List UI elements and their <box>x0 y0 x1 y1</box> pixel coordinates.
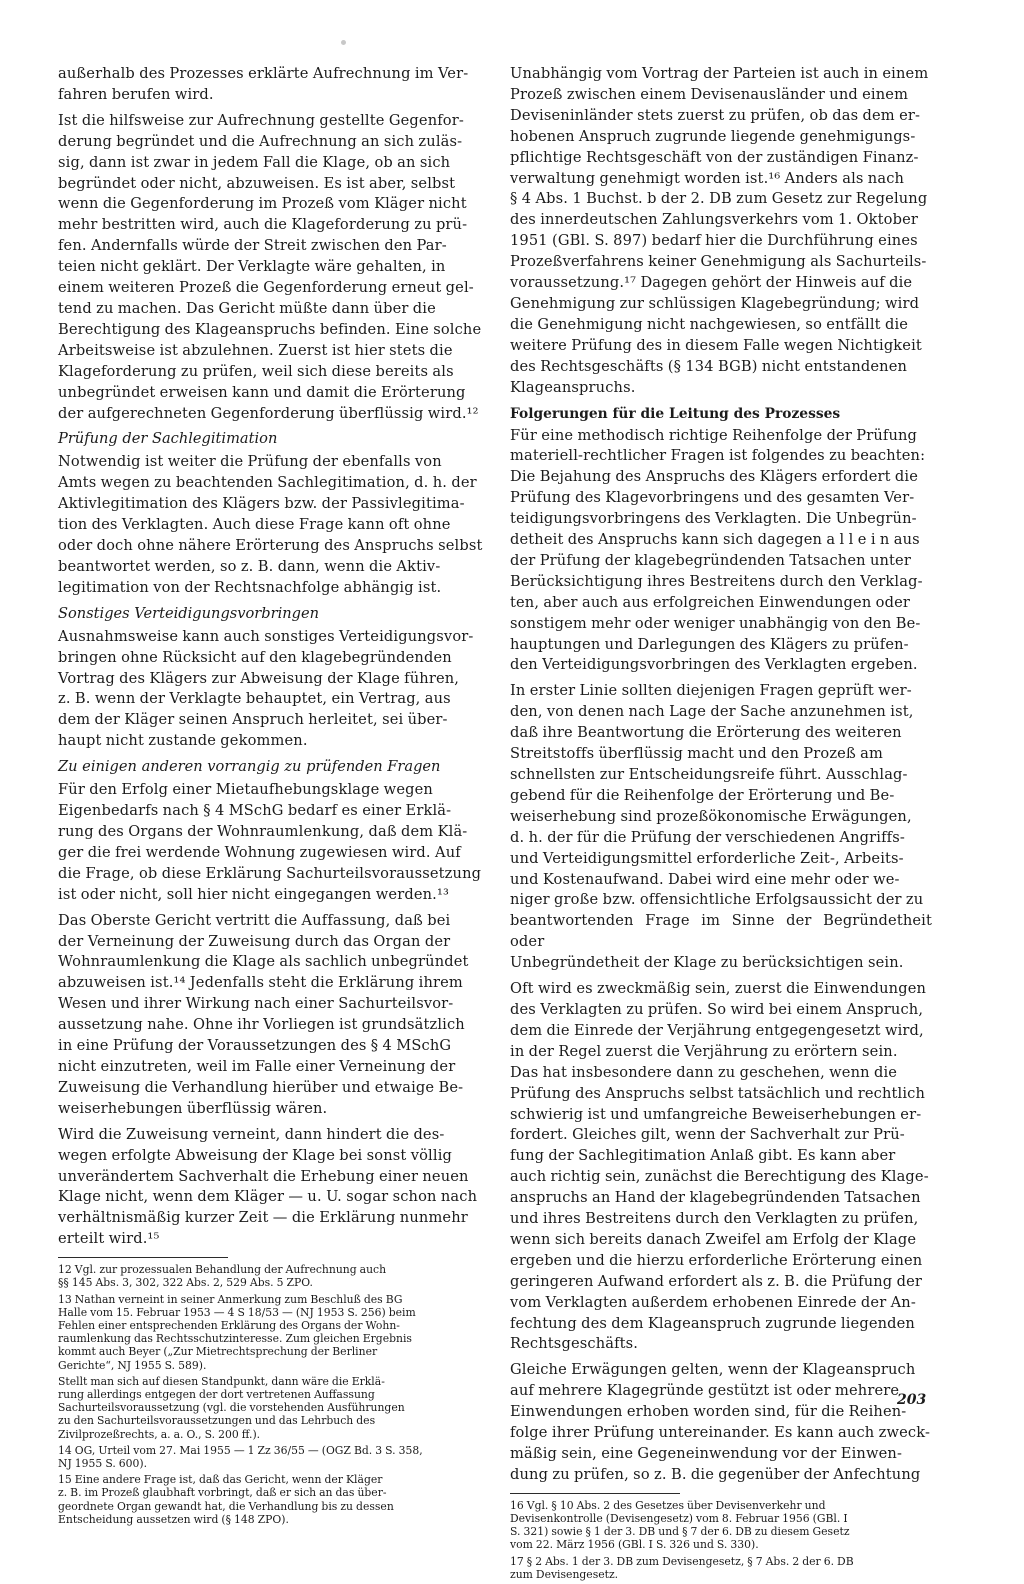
footnote: 17 § 2 Abs. 1 der 3. DB zum Devisengesetz, § 7 Abs. 2 der 6. DB zum Devisengesetz. <box>510 1554 854 1581</box>
paragraph: außerhalb des Prozesses erklärte Aufrechnung im Ver- fahren berufen wird. <box>58 65 469 103</box>
section-heading: Folgerungen für die Leitung des Prozesses <box>510 405 841 422</box>
footnote: 15 Eine andere Frage ist, daß das Gericht, wenn der Kläger z. B. im Prozeß glaubhaft vorbringt, daß er sich an das über- geordnete Organ gewandt hat, die Verhandlung bis zu dessen Entscheidung aussetzen wird (§ 148 ZPO). <box>58 1473 394 1526</box>
footnote: 13 Nathan verneint in seiner Anmerkung zum Beschluß des BG Halle vom 15. Februar 1953 — 4 S 18/53 — (NJ 1953 S. 256) beim Fehlen einer entsprechenden Erklärung des Organs der Wohn- raumlenkung das Rechtsschutzinteresse. Zum gleichen Ergebnis kommt auch Beyer („Zur Mietrechtsprechung der Berliner Gerichte“, NJ 1955 S. 589). <box>58 1292 416 1372</box>
paragraph: In erster Linie sollten diejenigen Fragen geprüft wer- den, von denen nach Lage der Sache anzunehmen ist, daß ihre Beantwortung die Erörterung des weiteren Streitstoffs überflüssig macht und den Prozeß am schnellsten zur Entscheidungsreife führt. Ausschlag- gebend für die Reihenfolge der Erörterung und Be- weiserhebung sind prozeßökonomische Erwägungen, d. h. der für die Prüfung der verschiedenen Angriffs- und Verteidigungsmittel erforderliche Zeit-, Arbeits- und Kostenaufwand. Dabei wird eine mehr oder we- niger große bzw. offensichtliche Erfolgsaussicht der zu beantwortenden Frage im Sinne der Begründetheit oder Unbegründetheit der Klage zu berücksichtigen sein. <box>510 682 932 972</box>
footnote-divider <box>58 1257 228 1258</box>
right-column <box>510 64 932 1584</box>
paragraph: Für eine methodisch richtige Reihenfolge der Prüfung materiell-rechtlicher Fragen ist folgendes zu beachten: Die Bejahung des Anspruchs des Klägers erfordert die Prüfung des Klagevorbringens und des gesamten Ver- teidigungsvorbringens des Verklagten. Die Unbegrün- detheit des Anspruchs kann sich dagegen a l l e i n aus der Prüfung der klagebegründenden Tatsachen unter Berücksichtigung ihres Bestreitens durch den Verklag- ten, aber auch aus erfolgreichen Einwendungen oder sonstigem mehr oder weniger unabhängig von den Be- hauptungen und Darlegungen des Klägers zu prüfen- den Verteidigungsvorbringen des Verklagten ergeben. <box>510 426 926 674</box>
section-heading: Sonstiges Verteidigungsvorbringen <box>58 604 320 622</box>
paragraph: Das Oberste Gericht vertritt die Auffassung, daß bei der Verneinung der Zuweisung durch das Organ der Wohnraumlenkung die Klage als sachlich unbegründet abzuweisen ist.¹⁴ Jedenfalls steht die Erklärung ihrem Wesen und ihrer Wirkung nach einer Sachurteilsvor- aussetzung nahe. Ohne ihr Vorliegen ist grundsätzlich in eine Prüfung der Voraussetzungen des § 4 MSchG nicht einzutreten, weil im Falle einer Verneinung der Zuweisung die Verhandlung hierüber und etwaige Be- weiserhebungen überflüssig wären. <box>58 911 469 1117</box>
footnote-divider <box>510 1493 680 1494</box>
scan-speck <box>341 40 346 45</box>
footnote: Stellt man sich auf diesen Standpunkt, dann wäre die Erklä- rung allerdings entgegen der dort vertretenen Auffassung Sachurteilsvoraussetzung (vgl. die vorstehenden Ausführungen zu den Sachurteilsvoraussetzungen und das Lehrbuch des Zivilprozeßrechts, a. a. O., S. 200 ff.). <box>58 1374 405 1441</box>
paragraph: Ausnahmsweise kann auch sonstiges Verteidigungsvor- bringen ohne Rücksicht auf den klagebegründenden Vortrag des Klägers zur Abweisung der Klage führen, z. B. wenn der Verklagte behauptet, ein Vertrag, aus dem der Kläger seinen Anspruch herleitet, sei über- haupt nicht zustande gekommen. <box>58 627 474 750</box>
section-heading: Zu einigen anderen vorrangig zu prüfenden Fragen <box>58 758 441 776</box>
footnote: 12 Vgl. zur prozessualen Behandlung der Aufrechnung auch §§ 145 Abs. 3, 302, 322 Abs. 2, 529 Abs. 5 ZPO. <box>58 1263 387 1290</box>
footnote: 14 OG, Urteil vom 27. Mai 1955 — 1 Zz 36/55 — (OGZ Bd. 3 S. 358, NJ 1955 S. 600). <box>58 1443 423 1470</box>
paragraph: Unabhängig vom Vortrag der Parteien ist auch in einem Prozeß zwischen einem Devisenausländer und einem Deviseninländer stets zuerst zu prüfen, ob das dem er- hobenen Anspruch zugrunde liegende genehmigungs- pflichtige Rechtsgeschäft von der zuständigen Finanz- verwaltung genehmigt worden ist.¹⁶ Anders als nach § 4 Abs. 1 Buchst. b der 2. DB zum Gesetz zur Regelung des innerdeutschen Zahlungsverkehrs vom 1. Oktober 1951 (GBl. S. 897) bedarf hier die Durchführung eines Prozeßverfahrens keiner Genehmigung als Sachurteils- voraussetzung.¹⁷ Dagegen gehört der Hinweis auf die Genehmigung zur schlüssigen Klagebegründung; wird die Genehmigung nicht nachgewiesen, so entfällt die weitere Prüfung des in diesem Falle wegen Nichtigkeit des Rechtsgeschäfts (§ 134 BGB) nicht entstandenen Klageanspruchs. <box>510 65 929 396</box>
paragraph: Oft wird es zweckmäßig sein, zuerst die Einwendungen des Verklagten zu prüfen. So wird bei einem Anspruch, dem die Einrede der Verjährung entgegengesetzt wird, in der Regel zuerst die Verjährung zu erörtern sein. Das hat insbesondere dann zu geschehen, wenn die Prüfung des Anspruchs selbst tatsächlich und rechtlich schwierig ist und umfangreiche Beweiserhebungen er- fordert. Gleiches gilt, wenn der Sachverhalt zur Prü- fung der Sachlegitimation Anlaß gibt. Es kann aber auch richtig sein, zunächst die Berechtigung des Klage- anspruchs an Hand der klagebegründenden Tatsachen und ihres Bestreitens durch den Verklagten zu prüfen, wenn sich bereits danach Zweifel am Erfolg der Klage ergeben und die hierzu erforderliche Erörterung einen geringeren Aufwand erfordert als z. B. die Prüfung der vom Verklagten außerdem erhobenen Einrede der An- fechtung des dem Klageanspruch zugrunde liegenden Rechtsgeschäfts. <box>510 980 929 1353</box>
paragraph: Für den Erfolg einer Mietaufhebungsklage wegen Eigenbedarfs nach § 4 MSchG bedarf es einer Erklä- rung des Organs der Wohnraumlenkung, daß dem Klä- ger die frei werdende Wohnung zugewiesen wird. Auf die Frage, ob diese Erklärung Sachurteilsvoraussetzung ist oder nicht, soll hier nicht eingegangen werden.¹³ <box>58 781 482 903</box>
page-number: 203 <box>897 1392 927 1408</box>
footnote: 16 Vgl. § 10 Abs. 2 des Gesetzes über Devisenverkehr und Devisenkontrolle (Devisengesetz) vom 8. Februar 1956 (GBl. I S. 321) sowie § 1 der 3. DB und § 7 der 6. DB zu diesem Gesetz vom 22. März 1956 (GBl. I S. 326 und S. 330). <box>510 1498 850 1552</box>
paragraph: Notwendig ist weiter die Prüfung der ebenfalls von Amts wegen zu beachtenden Sachlegitimation, d. h. der Aktivlegitimation des Klägers bzw. der Passivlegitima- tion des Verklagten. Auch diese Frage kann oft ohne oder doch ohne nähere Erörterung des Anspruchs selbst beantwortet werden, so z. B. dann, wenn die Aktiv- legitimation von der Rechtsnachfolge abhängig ist. <box>58 453 483 596</box>
paragraph: Gleiche Erwägungen gelten, wenn der Klageanspruch auf mehrere Klagegründe gestützt ist oder mehrere Einwendungen erhoben worden sind, für die Reihen- folge ihrer Prüfung untereinander. Es kann auch zweck- mäßig sein, eine Gegeneinwendung vor der Einwen- dung zu prüfen, so z. B. die gegenüber der Anfechtung <box>510 1361 931 1483</box>
paragraph: Ist die hilfsweise zur Aufrechnung gestellte Gegenfor- derung begründet und die Aufrechnung an sich zuläs- sig, dann ist zwar in jedem Fall die Klage, ob an sich begründet oder nicht, abzuweisen. Es ist aber, selbst wenn die Gegenforderung im Prozeß vom Kläger nicht mehr bestritten wird, auch die Klageforderung zu prü- fen. Andernfalls würde der Streit zwischen den Par- teien nicht geklärt. Der Verklagte wäre gehalten, in einem weiteren Prozeß die Gegenforderung erneut gel- tend zu machen. Das Gericht müßte dann über die Berechtigung des Klageanspruchs befinden. Eine solche Arbeitsweise ist abzulehnen. Zuerst ist hier stets die Klageforderung zu prüfen, weil sich diese bereits als unbegründet erweisen kann und damit die Erörterung der aufgerechneten Gegenforderung überflüssig wird.¹² <box>58 111 482 422</box>
section-heading: Prüfung der Sachlegitimation <box>58 430 278 448</box>
left-column <box>58 64 490 1529</box>
paragraph: Wird die Zuweisung verneint, dann hindert die des- wegen erfolgte Abweisung der Klage bei sonst völlig unverändertem Sachverhalt die Erhebung einer neuen Klage nicht, wenn dem Kläger — u. U. sogar schon nach verhältnismäßig kurzer Zeit — die Erklärung nunmehr erteilt wird.¹⁵ <box>58 1125 478 1248</box>
